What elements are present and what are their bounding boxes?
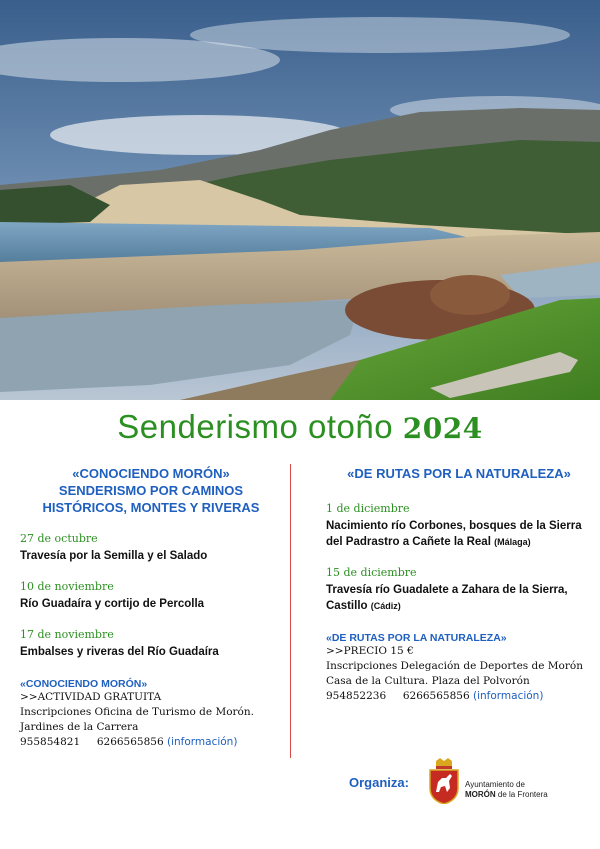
route-date: 10 de noviembre <box>20 580 114 593</box>
organiza-label: Organiza: <box>349 775 409 790</box>
left-info-heading: «CONOCIENDO MORÓN» <box>20 678 148 690</box>
route-name-text: Nacimiento río Corbones, bosques de la Sierra del Padrastro a Cañete la Real <box>326 520 582 548</box>
title-text: Senderismo otoño <box>117 408 394 445</box>
column-divider <box>290 464 291 758</box>
right-info-heading: «DE RUTAS POR LA NATURALEZA» <box>326 632 507 644</box>
route-date: 27 de octubre <box>20 532 98 545</box>
phone-number: 955854821 <box>20 736 81 748</box>
route-name <box>326 582 592 614</box>
route-date: 17 de noviembre <box>20 628 114 641</box>
phone-number: 6266565856 <box>402 690 470 702</box>
phones-line <box>326 689 592 704</box>
left-column <box>20 465 282 750</box>
price-note: >>PRECIO 15 € <box>326 645 414 657</box>
info-link[interactable]: (información) <box>472 690 544 702</box>
left-heading <box>20 465 282 516</box>
route-name <box>326 518 592 550</box>
organizer-line: Ayuntamiento de <box>465 780 525 789</box>
hero-landscape-image <box>0 0 600 400</box>
inscriptions-text: Inscripciones Oficina de Turismo de Morón. Jardines de la Carrera <box>20 706 254 733</box>
right-heading: «DE RUTAS POR LA NATURALEZA» <box>347 466 571 481</box>
info-link[interactable]: (información) <box>166 736 238 748</box>
route-date: 1 de diciembre <box>326 502 410 515</box>
page-title <box>0 408 600 446</box>
title-year: 2024 <box>402 412 483 445</box>
phone-number: 954852236 <box>326 690 387 702</box>
activity-note: >>ACTIVIDAD GRATUITA <box>20 691 162 703</box>
route-name: Embalses y riveras del Río Guadaíra <box>20 646 219 658</box>
route-name-text: Travesía río Guadalete a Zahara de la Sierra, Castillo <box>326 584 568 612</box>
organizer-town-rest: de la Frontera <box>497 790 548 799</box>
organizer-line <box>465 790 548 800</box>
phone-number: 6266565856 <box>96 736 164 748</box>
right-column <box>326 465 592 704</box>
phones-line <box>20 735 282 750</box>
route-date: 15 de diciembre <box>326 566 417 579</box>
route-region: (Cádiz) <box>370 601 401 611</box>
organizer-name <box>465 780 548 800</box>
left-heading-line: «CONOCIENDO MORÓN» <box>72 466 230 481</box>
inscriptions-text: Inscripciones Delegación de Deportes de Morón Casa de la Cultura. Plaza del Polvorón <box>326 660 583 687</box>
route-region: (Málaga) <box>494 537 531 547</box>
left-heading-line: SENDERISMO POR CAMINOS <box>58 483 244 498</box>
coat-of-arms-icon <box>428 758 460 804</box>
route-name: Travesía por la Semilla y el Salado <box>20 550 208 562</box>
route-name: Río Guadaíra y cortijo de Percolla <box>20 598 205 610</box>
organizer-town: MORÓN <box>465 790 496 799</box>
left-heading-line: HISTÓRICOS, MONTES Y RIVERAS <box>42 500 260 515</box>
